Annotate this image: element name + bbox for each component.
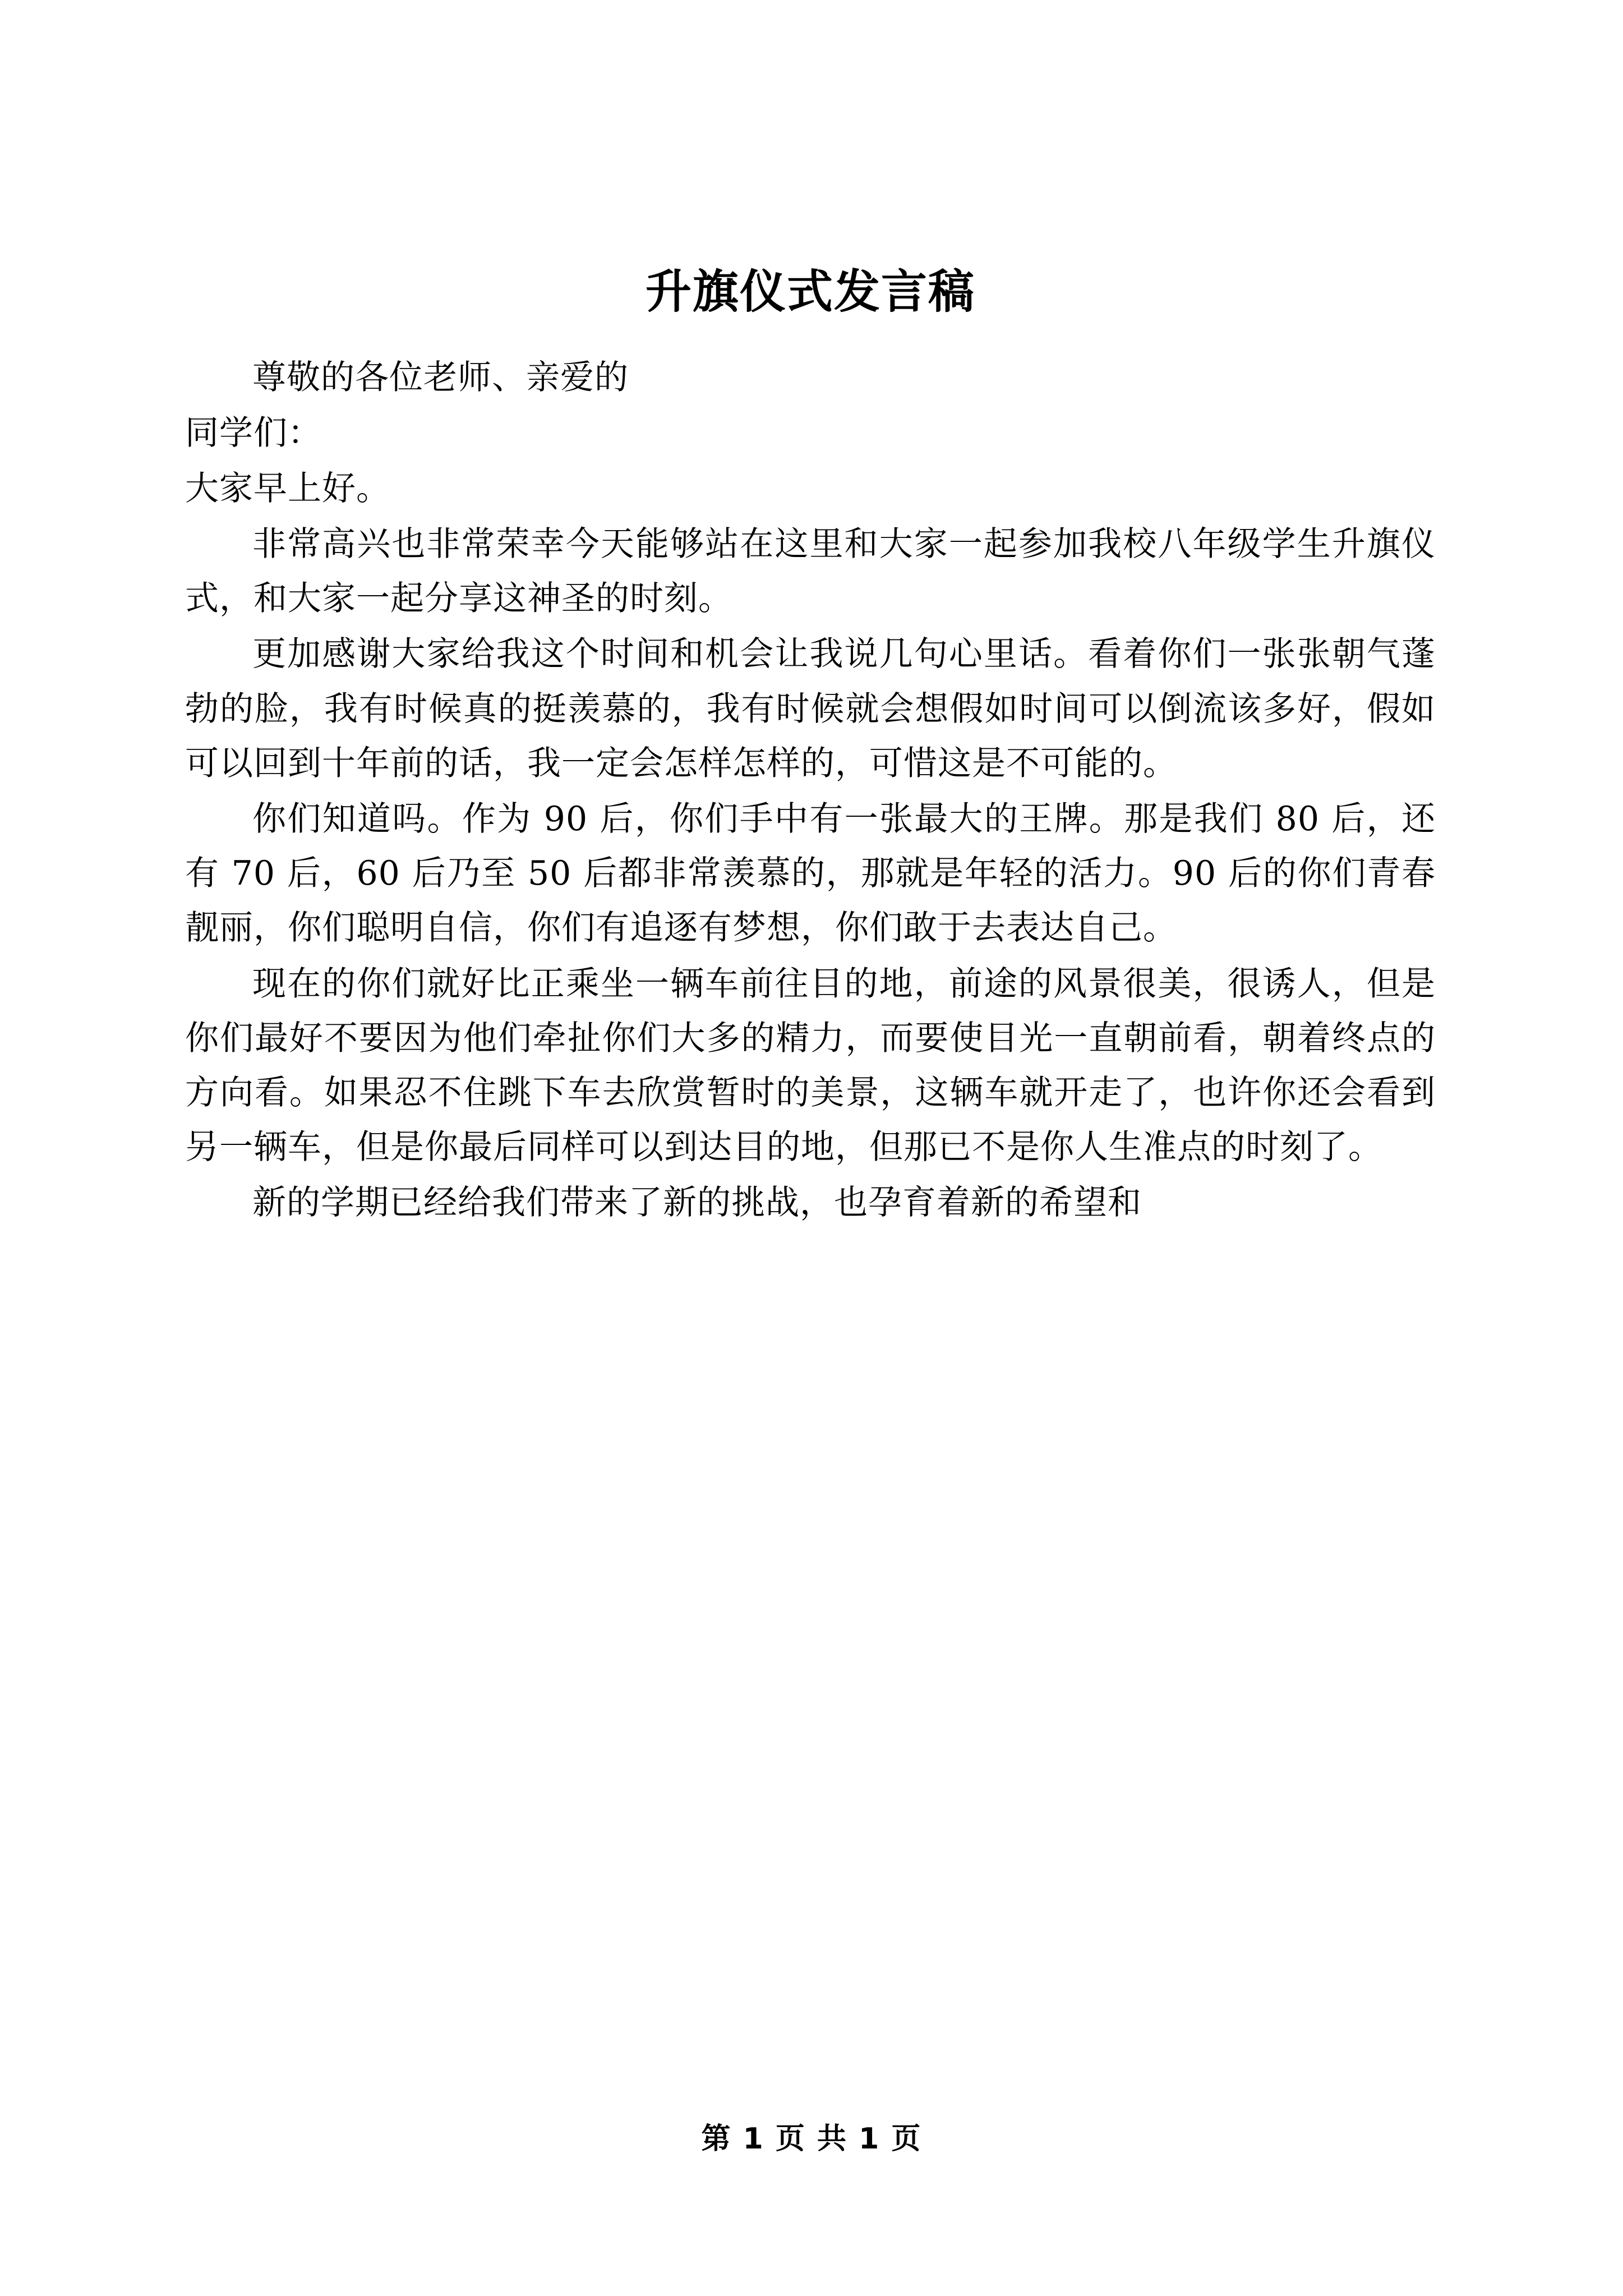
paragraph-3: 大家早上好。: [185, 468, 390, 508]
paragraph-5: 更加感谢大家给我这个时间和机会让我说几句心里话。看着你们一张张朝气蓬勃的脸，我有时候真的挺羡慕的，我有时候就会想假如时间可以倒流该多好，假如可以回到十年前的话，我一定会怎样怎样的，可惜这是不可能的。: [185, 634, 1436, 783]
paragraph-6: 你们知道吗。作为 90 后，你们手中有一张最大的王牌。那是我们 80 后，还有 70 后，60 后乃至 50 后都非常羡慕的，那就是年轻的活力。90 后的你们青春靓丽，你们聪明自信，你们有追逐有梦想，你们敢于去表达自己。: [185, 799, 1436, 948]
paragraph-7: 现在的你们就好比正乘坐一辆车前往目的地，前途的风景很美，很诱人，但是你们最好不要因为他们牵扯你们大多的精力，而要使目光一直朝前看，朝着终点的方向看。如果忍不住跳下车去欣赏暂时的美景，这辆车就开走了，也许你还会看到另一辆车，但是你最后同样可以到达目的地，但那已不是你人生准点的时刻了。: [185, 964, 1436, 1167]
paragraph-1: 尊敬的各位老师、亲爱的: [252, 357, 629, 397]
page-title: 升旗仪式发言稿: [645, 265, 975, 319]
page-footer: 第 1 页 共 1 页: [701, 2122, 922, 2156]
paragraph-8: 新的学期已经给我们带来了新的挑战，也孕育着新的希望和: [252, 1183, 1142, 1223]
paragraph-2: 同学们：: [185, 413, 322, 453]
paragraph-4: 非常高兴也非常荣幸今天能够站在这里和大家一起参加我校八年级学生升旗仪式，和大家一起分享这神圣的时刻。: [185, 524, 1436, 619]
document-body: [185, 264, 1436, 1232]
